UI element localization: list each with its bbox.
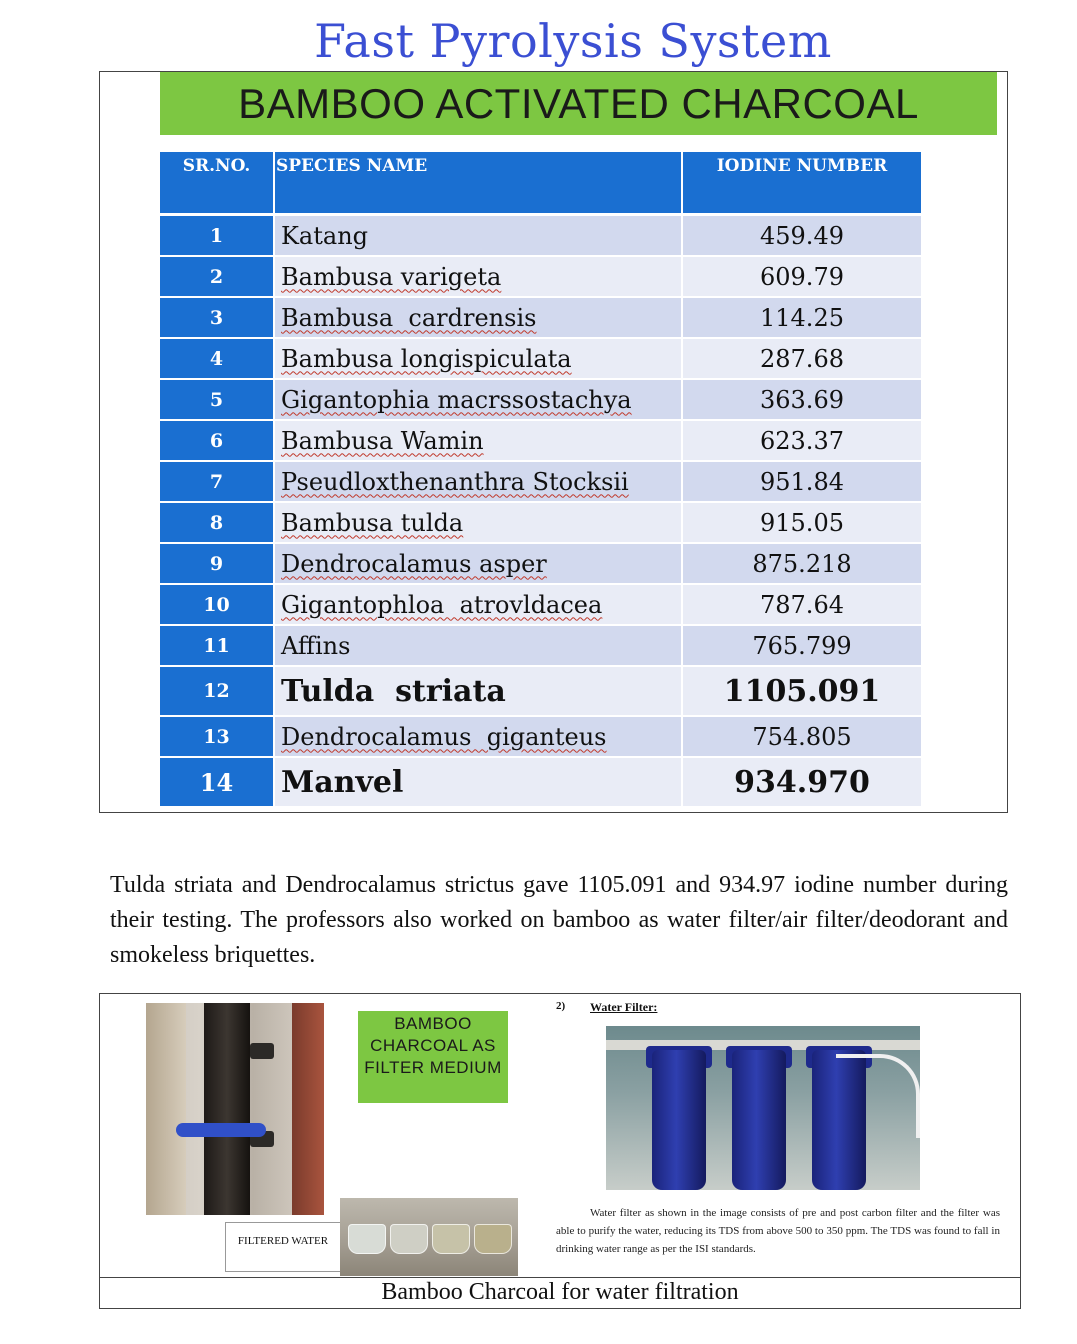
row-iodine: 875.218 <box>682 543 922 584</box>
row-species <box>274 338 682 379</box>
row-iodine: 459.49 <box>682 215 922 257</box>
water-filter-photo <box>606 1026 920 1190</box>
table-row <box>160 338 922 379</box>
species-name: Gigantophloa atrovldacea <box>281 590 603 619</box>
row-sr: 5 <box>160 379 274 420</box>
sample-cup <box>432 1224 470 1254</box>
blue-hose <box>176 1123 266 1137</box>
row-species: Tulda striata <box>274 666 682 716</box>
water-filter-description <box>556 1204 1000 1258</box>
banner-title: BAMBOO ACTIVATED CHARCOAL <box>160 72 997 135</box>
row-iodine: 1105.091 <box>682 666 922 716</box>
description-text: Water filter as shown in the image consists of pre and post carbon filter and the filter was able to purify the water, reducing its TDS from above 500 to 350 ppm. The TDS was found to fall in drinking water range as per the ISI standards. <box>556 1207 1000 1255</box>
row-species <box>274 420 682 461</box>
table-row <box>160 757 922 807</box>
wall-tile <box>146 1003 186 1215</box>
table-row <box>160 420 922 461</box>
species-name: Pseudloxthenanthra Stocksii <box>281 467 629 496</box>
column-header-species: SPECIES NAME <box>274 152 682 215</box>
row-iodine: 114.25 <box>682 297 922 338</box>
row-iodine: 754.805 <box>682 716 922 757</box>
row-iodine: 609.79 <box>682 256 922 297</box>
row-iodine: 287.68 <box>682 338 922 379</box>
charcoal-filter-column <box>204 1003 250 1215</box>
row-species: Manvel <box>274 757 682 807</box>
water-samples-photo <box>340 1198 518 1276</box>
row-species: Affins <box>274 625 682 666</box>
body-paragraph: Tulda striata and Dendrocalamus strictus gave 1105.091 and 934.97 iodine number during their testing. The professors also worked on bamboo as water filter/air filter/deodorant and smokeless briquettes. <box>110 872 1008 968</box>
species-name: Dendrocalamus giganteus <box>281 722 607 751</box>
item-number: 2) <box>556 1000 566 1012</box>
document-title: Fast Pyrolysis System <box>314 14 832 68</box>
row-species <box>274 461 682 502</box>
row-sr: 2 <box>160 256 274 297</box>
row-sr: 14 <box>160 757 274 807</box>
row-iodine: 623.37 <box>682 420 922 461</box>
species-name: Bambusa cardrensis <box>281 303 537 332</box>
table-row <box>160 256 922 297</box>
row-species <box>274 716 682 757</box>
filtered-water-label: FILTERED WATER <box>225 1222 341 1272</box>
species-name: Bambusa varigeta <box>281 262 502 291</box>
row-species <box>274 584 682 625</box>
filter-housing <box>732 1050 786 1190</box>
caption-divider <box>99 1277 1021 1278</box>
sample-cup <box>348 1224 386 1254</box>
row-species <box>274 543 682 584</box>
row-sr: 7 <box>160 461 274 502</box>
row-sr: 13 <box>160 716 274 757</box>
row-species <box>274 297 682 338</box>
table-row <box>160 543 922 584</box>
column-header-sr: SR.NO. <box>160 152 274 215</box>
row-sr: 9 <box>160 543 274 584</box>
species-name: Dendrocalamus asper <box>281 549 547 578</box>
row-species <box>274 379 682 420</box>
row-sr: 4 <box>160 338 274 379</box>
row-sr: 11 <box>160 625 274 666</box>
table-row <box>160 297 922 338</box>
table-row <box>160 666 922 716</box>
table-row <box>160 584 922 625</box>
column-header-iodine: IODINE NUMBER <box>682 152 922 215</box>
species-name: Bambusa tulda <box>281 508 464 537</box>
row-sr: 12 <box>160 666 274 716</box>
table-row <box>160 461 922 502</box>
iodine-table <box>160 152 923 808</box>
table-row <box>160 716 922 757</box>
sample-cup <box>390 1224 428 1254</box>
row-species <box>274 256 682 297</box>
row-sr: 10 <box>160 584 274 625</box>
row-iodine: 915.05 <box>682 502 922 543</box>
filter-medium-label: BAMBOO CHARCOAL AS FILTER MEDIUM <box>358 1011 508 1103</box>
row-sr: 3 <box>160 297 274 338</box>
row-sr: 6 <box>160 420 274 461</box>
row-sr: 1 <box>160 215 274 257</box>
table-row <box>160 502 922 543</box>
row-iodine: 934.970 <box>682 757 922 807</box>
red-frame <box>292 1003 324 1215</box>
item-title: Water Filter: <box>590 1000 658 1014</box>
species-name: Bambusa longispiculata <box>281 344 572 373</box>
valve <box>250 1043 274 1059</box>
sample-cup <box>474 1224 512 1254</box>
filter-apparatus-photo <box>146 1003 324 1215</box>
figure-caption: Bamboo Charcoal for water filtration <box>381 1279 739 1305</box>
row-iodine: 787.64 <box>682 584 922 625</box>
row-iodine: 951.84 <box>682 461 922 502</box>
species-name: Bambusa Wamin <box>281 426 484 455</box>
row-iodine: 765.799 <box>682 625 922 666</box>
row-species <box>274 502 682 543</box>
row-iodine: 363.69 <box>682 379 922 420</box>
table-row <box>160 625 922 666</box>
outlet-pipe <box>836 1054 920 1138</box>
species-name: Gigantophia macrssostachya <box>281 385 632 414</box>
table-row <box>160 379 922 420</box>
table-row <box>160 215 922 257</box>
row-species: Katang <box>274 215 682 257</box>
row-sr: 8 <box>160 502 274 543</box>
table-header-row <box>160 152 922 215</box>
filter-housing <box>652 1050 706 1190</box>
